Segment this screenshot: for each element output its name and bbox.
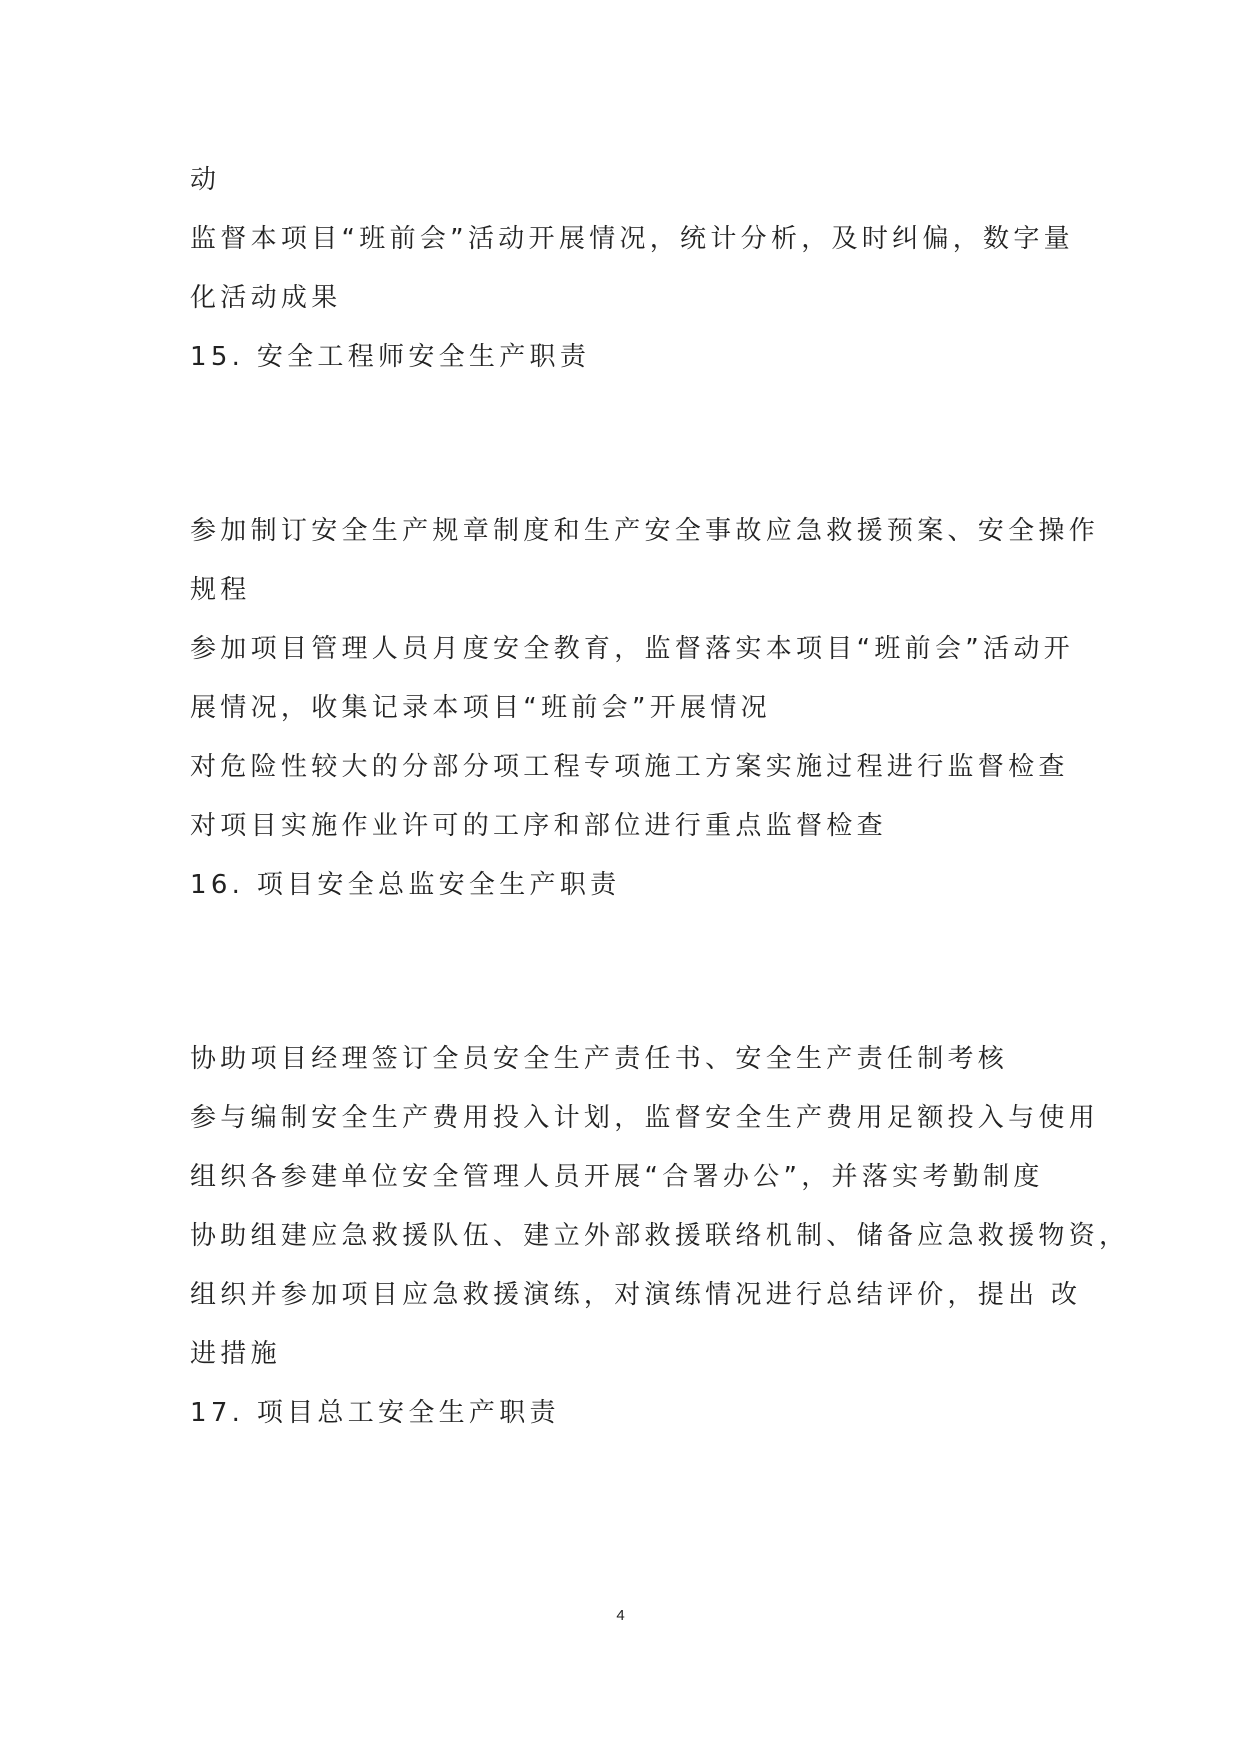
text-line: 监督本项目“班前会”活动开展情况，统计分析，及时纠偏，数字量 [190,224,1074,254]
text-line: 参加制订安全生产规章制度和生产安全事故应急救援预案、安全操作 [190,516,1100,546]
text-line: 动 [190,165,221,195]
text-line: 对项目实施作业许可的工序和部位进行重点监督检查 [190,811,887,841]
text-line: 组织并参加项目应急救援演练，对演练情况进行总结评价，提出 改 [190,1280,1082,1310]
text-line: 化活动成果 [190,283,342,313]
text-line: 参加项目管理人员月度安全教育，监督落实本项目“班前会”活动开 [190,634,1074,664]
text-line: 对危险性较大的分部分项工程专项施工方案实施过程进行监督检查 [190,752,1069,782]
text-line: 协助组建应急救援队伍、建立外部救援联络机制、储备应急救援物资， [190,1221,1130,1251]
text-line: 协助项目经理签订全员安全生产责任书、安全生产责任制考核 [190,1044,1009,1074]
text-line: 规程 [190,575,251,605]
text-line: 展情况，收集记录本项目“班前会”开展情况 [190,693,771,723]
text-line: 进措施 [190,1339,281,1369]
text-line: 组织各参建单位安全管理人员开展“合署办公”，并落实考勤制度 [190,1162,1044,1192]
text-line: 参与编制安全生产费用投入计划，监督安全生产费用足额投入与使用 [190,1103,1100,1133]
section-heading: 17. 项目总工安全生产职责 [190,1398,560,1428]
section-heading: 16. 项目安全总监安全生产职责 [190,870,621,900]
page-number: 4 [616,1607,625,1624]
section-heading: 15. 安全工程师安全生产职责 [190,342,591,372]
